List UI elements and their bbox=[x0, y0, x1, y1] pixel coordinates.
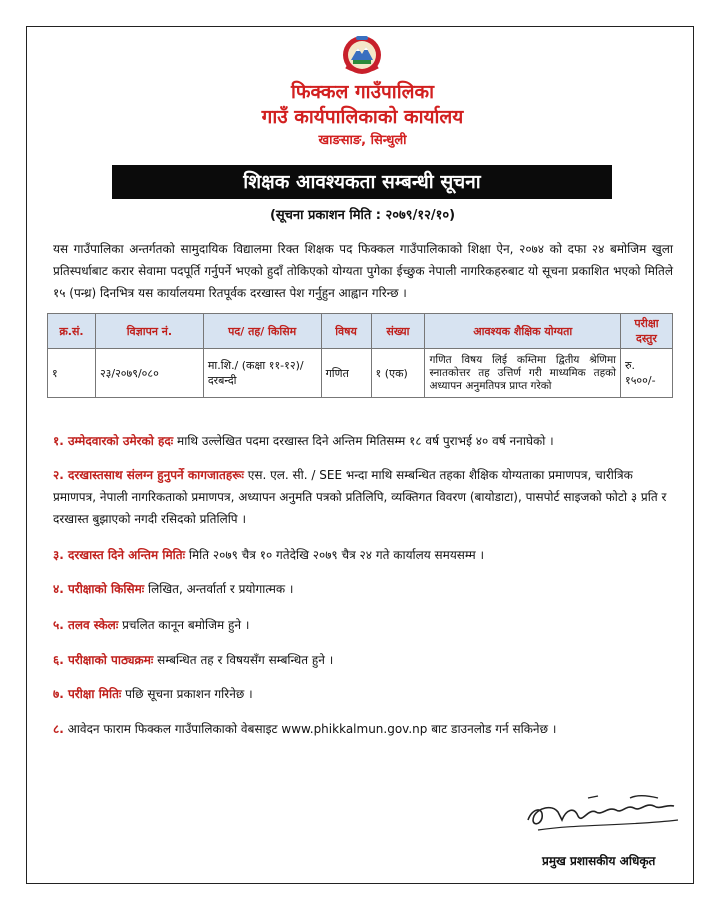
col-header-fee: परीक्षा दस्तुर bbox=[620, 314, 672, 349]
col-header-sn: क्र.सं. bbox=[48, 314, 96, 349]
table-header-row bbox=[48, 314, 673, 349]
cell-fee: रु. १५००/- bbox=[620, 349, 672, 398]
cell-qualification: गणित विषय लिई कम्तिमा द्वितीय श्रेणिमा स्नातकोत्तर तह उत्तिर्ण गरी माध्यमिक तहको अध्यापन अनुमतिपत्र प्राप्त गरेको bbox=[425, 349, 621, 398]
office-name: गाउँ कार्यपालिकाको कार्यालय bbox=[261, 106, 464, 128]
cell-sn: १ bbox=[48, 349, 96, 398]
condition-item-documents bbox=[53, 464, 673, 530]
condition-label: २. दरखास्तसाथ संलग्न हुनुपर्ने कागजातहरूः bbox=[53, 468, 244, 482]
condition-text: लिखित, अन्तर्वार्ता र प्रयोगात्मक । bbox=[144, 582, 294, 596]
condition-item-deadline bbox=[53, 544, 673, 566]
condition-item-form bbox=[53, 718, 673, 740]
condition-label: ४. परीक्षाको किसिमः bbox=[53, 582, 145, 596]
condition-item-syllabus bbox=[53, 649, 673, 671]
condition-label: ३. दरखास्त दिने अन्तिम मितिः bbox=[53, 548, 186, 562]
condition-label: ७. परीक्षा मितिः bbox=[53, 687, 122, 701]
signer-title: प्रमुख प्रशासकीय अधिकृत bbox=[542, 854, 656, 868]
condition-item-exam-type bbox=[53, 578, 673, 600]
condition-label: १. उम्मेदवारको उमेरको हदः bbox=[53, 434, 174, 448]
condition-text: माथि उल्लेखित पदमा दरखास्त दिने अन्तिम मितिसम्म १८ वर्ष पुराभई ४० वर्ष ननाघेको । bbox=[173, 434, 554, 448]
org-name: फिक्कल गाउँपालिका bbox=[290, 81, 435, 103]
notice-title: शिक्षक आवश्यकता सम्बन्धी सूचना bbox=[112, 165, 612, 199]
nepal-emblem-icon bbox=[340, 32, 384, 76]
cell-count: १ (एक) bbox=[371, 349, 425, 398]
col-header-post: पद/ तह/ किसिम bbox=[203, 314, 321, 349]
cell-ad-no: २३/२०७९/०८० bbox=[95, 349, 203, 398]
signature-icon bbox=[518, 790, 688, 836]
col-header-qualification: आवश्यक शैक्षिक योग्यता bbox=[425, 314, 621, 349]
table-row bbox=[48, 349, 673, 398]
intro-paragraph: यस गाउँपालिका अन्तर्गतको सामुदायिक विद्यालमा रिक्त शिक्षक पद फिक्कल गाउँपालिकाको शिक्षा ऐन, २०७४ को दफा २४ बमोजिम खुला प्रतिस्पर्धाबाट करार सेवामा पदपूर्ति गर्नुपर्ने भएको हुदाँ तोकिएको योग्यता पुगेका ईच्छुक नेपाली नागरिकहरुबाट यो सूचना प्रकाशित भएको मितिले १५ (पन्ध्र) दिनभित्र यस कार्यालयमा रितपूर्वक दरखास्त पेश गर्नुहुन आह्वान गरिन्छ । bbox=[53, 242, 673, 300]
condition-item-exam-date bbox=[53, 683, 673, 705]
publish-date: (सूचना प्रकाशन मिति : २०७९/१२/१०) bbox=[269, 208, 456, 223]
condition-label: ६. परीक्षाको पाठ्यक्रमः bbox=[53, 653, 154, 667]
condition-text: सम्बन्धित तह र विषयसँग सम्बन्धित हुने । bbox=[153, 653, 334, 667]
col-header-subject: विषय bbox=[321, 314, 371, 349]
office-address: खाङसाङ, सिन्धुली bbox=[318, 133, 407, 148]
notice-frame bbox=[26, 26, 694, 884]
cell-post: मा.शि./ (कक्षा ११-१२)/ दरबन्दी bbox=[203, 349, 321, 398]
condition-text: एस. एल. सी. / SEE भन्दा माथि सम्बन्धित तहका शैक्षिक योग्यताका प्रमाणपत्र, चारीत्रिक प्रमाणपत्र, नेपाली नागरिकताको प्रमाणपत्र, अध्यापन अनुमति पत्रको प्रतिलिपि, व्यक्तिगत विवरण (बायोडाटा), पासपोर्ट साइजको फोटो ३ प्रति र दरखास्त बुझाएको नगदी रसिदको प्रतिलिपि । bbox=[53, 468, 667, 526]
col-header-count: संख्या bbox=[371, 314, 425, 349]
condition-label: ५. तलव स्केलः bbox=[53, 618, 119, 632]
col-header-ad-no: विज्ञापन नं. bbox=[95, 314, 203, 349]
condition-text: प्रचलित कानून बमोजिम हुने । bbox=[118, 618, 250, 632]
condition-item-age bbox=[53, 430, 673, 452]
condition-item-salary bbox=[53, 614, 673, 636]
condition-text: मिति २०७९ चैत्र १० गतेदेखि २०७९ चैत्र २४ गते कार्यालय समयसम्म । bbox=[185, 548, 485, 562]
cell-subject: गणित bbox=[321, 349, 371, 398]
condition-text: पछि सूचना प्रकाशन गरिनेछ । bbox=[121, 687, 253, 701]
vacancy-table bbox=[47, 313, 673, 398]
condition-text: आवेदन फाराम फिक्कल गाउँपालिकाको वेबसाइट www.phikkalmun.gov.np बाट डाउनलोड गर्न सकिनेछ । bbox=[63, 722, 557, 736]
condition-label: ८. bbox=[53, 722, 64, 736]
